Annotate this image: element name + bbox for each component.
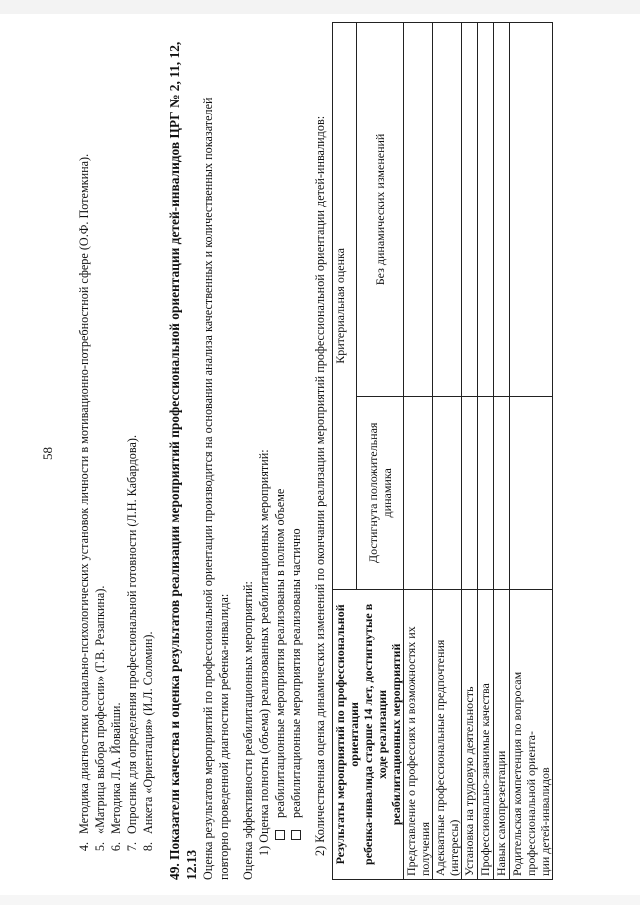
method-item-8 [140,20,156,880]
method-item-text: Методика Л.А. Йовайши. [109,702,123,834]
intro-text: Оценка результатов мероприятий по профессиональной ориентации производится на основании анализа качественных и количественных показателей [201,97,215,880]
table-cell-positive[interactable] [433,396,462,589]
checkbox-option-partial [288,20,304,880]
table-row [510,23,553,880]
method-item-text: Методика диагностики социально-психологических установок личности в мотивационно-потребностной сфере (О.Ф. Потемкина). [77,153,91,834]
page-number: 58 [40,447,55,460]
intro-text-cont: повторно проведенной диагностики ребенка-инвалида: [217,593,231,880]
table-row [478,23,494,880]
table-cell-no-change[interactable] [510,23,553,397]
method-item-text: Анкета «Ориентация» (И.Л. Соломин). [141,631,155,834]
table-cell-no-change[interactable] [494,23,510,397]
criterial-header: Критериальная оценка [333,23,357,590]
checkbox-icon[interactable] [291,830,301,840]
positive-dynamics-header: Достигнута положительная динамика [357,396,404,589]
method-item-number: 6. [109,842,123,852]
quantitative-title: 2) Количественная оценка динамических изменений по окончании реализации мероприятий профессиональной ориентации детей-инвалидов: [313,115,327,856]
method-item-number: 4. [77,842,91,852]
method-item-number: 8. [141,842,155,852]
efficiency-title: Оценка эффективности реабилитационных мероприятий: [241,581,255,880]
method-item-number: 5. [93,842,107,852]
method-item-4 [76,20,92,880]
table-cell-no-change[interactable] [433,23,462,397]
section-heading-cont: 12.13 [184,849,199,880]
document-body [76,20,553,880]
table-row [433,23,462,880]
table-cell-result: Профессионально-значимые качества [478,589,494,879]
section-heading: 49. Показатели качества и оценка результатов реализации мероприятий профессиональной ориентации детей-инвалидов ЦРГ № 2, 11, 12, [167,41,182,880]
table-row [404,23,433,880]
table-cell-positive[interactable] [478,396,494,589]
method-item-7 [124,20,140,880]
table-cell-result: Навык самопрезентации [494,589,510,879]
table-cell-positive[interactable] [404,396,433,589]
no-change-header: Без динамических изменений [357,23,404,397]
completeness-title: 1) Оценка полноты (объема) реализованных реабилитационных мероприятий: [257,449,271,856]
table-cell-no-change[interactable] [404,23,433,397]
method-item-text: «Матрица выбора профессии» (Г.В. Резапкина). [93,585,107,834]
scan-bottom-edge [0,895,640,905]
checkbox-icon[interactable] [275,830,285,840]
method-item-5 [92,20,108,880]
method-item-6 [108,20,124,880]
method-item-number: 7. [125,842,139,852]
table-cell-result: Родительская компетенция по вопросам профессиональной ориента- ции детей-инвалидов [510,589,553,879]
table-cell-result: Представление о профессиях и возможностях их получения [404,589,433,879]
checkbox-option-full [272,20,288,880]
table-cell-result: Установка на трудовую деятельность [462,589,478,879]
rotated-document-page [40,20,600,880]
table-row [462,23,478,880]
method-item-text: Опросник для определения профессиональной готовности (Л.Н. Кабардова). [125,434,139,834]
scan-top-edge [0,0,640,14]
table-cell-no-change[interactable] [478,23,494,397]
table-cell-no-change[interactable] [462,23,478,397]
results-column-header: Результаты мероприятий по профессиональной ориентации ребенка-инвалида старше 14 лет, достигнутые в ходе реализации реабилитационных мероприятий [333,589,404,879]
table-cell-result: Адекватные профессиональные предпочтения (интересы) [433,589,462,879]
table-cell-positive[interactable] [494,396,510,589]
table-row [494,23,510,880]
checkbox-label: реабилитационные мероприятия реализованы частично [289,528,303,818]
checkbox-label: реабилитационные мероприятия реализованы в полном объеме [273,488,287,818]
table-cell-positive[interactable] [510,396,553,589]
results-table [332,22,553,880]
table-cell-positive[interactable] [462,396,478,589]
